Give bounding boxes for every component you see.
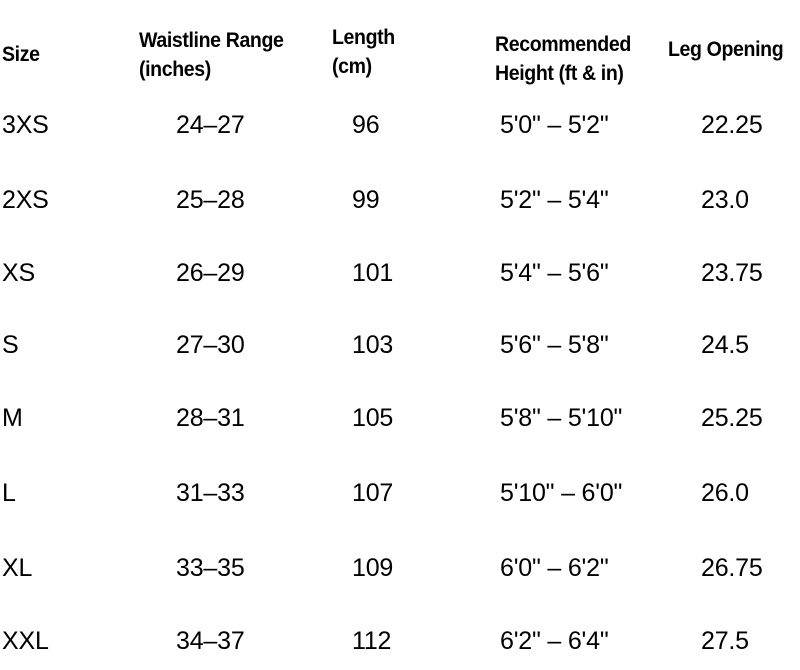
cell-leg: 22.25 [701,111,763,139]
header-size [2,40,40,69]
cell-size: 3XS [2,111,49,139]
header-length [332,23,395,81]
cell-length: 107 [352,479,394,507]
cell-leg: 27.5 [701,627,749,655]
cell-waist: 34–37 [176,627,245,655]
cell-height: 6'2" – 6'4" [500,627,609,655]
cell-height: 5'10" – 6'0" [500,479,623,507]
cell-length: 101 [352,259,394,287]
cell-waist: 24–27 [176,111,245,139]
header-height-line-2: Height (ft & in) [495,62,624,85]
header-leg-line-1: Leg Opening [668,38,784,61]
cell-leg: 24.5 [701,331,749,359]
cell-leg: 23.0 [701,186,749,214]
header-leg-opening [668,35,783,64]
cell-waist: 33–35 [176,554,245,582]
cell-height: 6'0" – 6'2" [500,554,609,582]
header-length-line-1: Length [332,26,395,49]
cell-length: 105 [352,404,394,432]
cell-height: 5'4" – 5'6" [500,259,609,287]
header-size-line-1: Size [2,43,40,66]
cell-height: 5'6" – 5'8" [500,331,609,359]
cell-size: M [2,404,23,432]
header-length-line-2: (cm) [332,55,372,78]
cell-length: 109 [352,554,394,582]
header-recommended-height [495,30,631,88]
header-height-line-1: Recommended [495,33,631,56]
cell-size: XXL [2,627,49,655]
cell-size: XL [2,554,33,582]
cell-leg: 23.75 [701,259,763,287]
cell-height: 5'8" – 5'10" [500,404,623,432]
cell-waist: 28–31 [176,404,245,432]
cell-size: XS [2,259,35,287]
cell-height: 5'2" – 5'4" [500,186,609,214]
cell-length: 103 [352,331,394,359]
cell-height: 5'0" – 5'2" [500,111,609,139]
cell-leg: 26.75 [701,554,763,582]
cell-waist: 31–33 [176,479,245,507]
cell-leg: 26.0 [701,479,749,507]
cell-length: 99 [352,186,380,214]
cell-size: S [2,331,19,359]
cell-length: 96 [352,111,380,139]
cell-waist: 26–29 [176,259,245,287]
cell-size: L [2,479,16,507]
cell-waist: 27–30 [176,331,245,359]
header-waist-line-2: (inches) [139,58,211,81]
cell-leg: 25.25 [701,404,763,432]
cell-waist: 25–28 [176,186,245,214]
cell-length: 112 [352,627,392,655]
header-waist-line-1: Waistline Range [139,29,284,52]
cell-size: 2XS [2,186,49,214]
header-waistline-range [139,26,284,84]
